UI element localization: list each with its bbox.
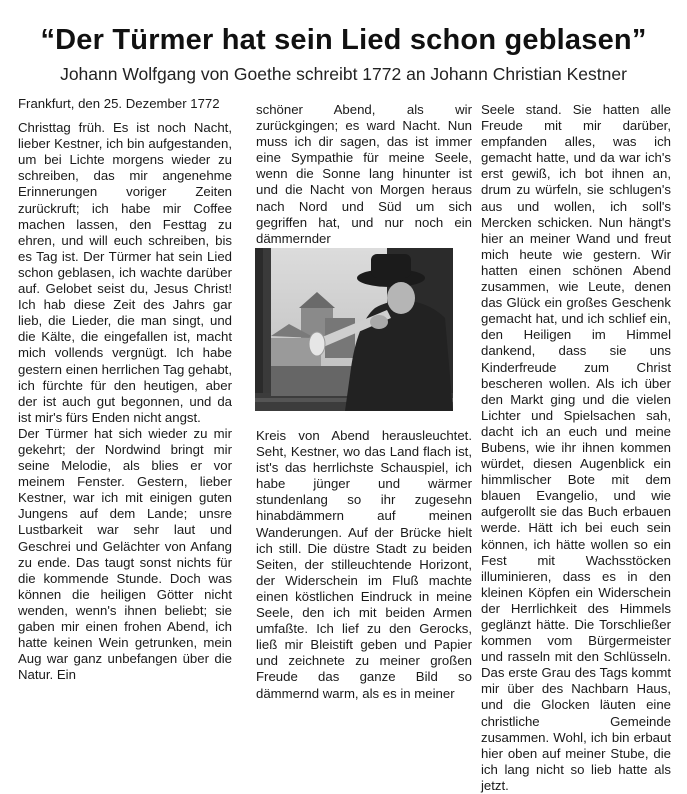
text-column-2-top bbox=[256, 102, 472, 247]
letter-paragraph: Seele stand. Sie hatten alle Freude mit mir darüber, empfanden alles, was ich gemacht hatte, und da war ich's erst gewiß, ich bot ihnen an, drum zu würfeln, sie schlugen's aus und wollen, ich soll's Mercken schicken. Nun hängt's hier an meiner Wand und freut mich heute wie gestern. Wir hatten einen schönen Abend zusammen, wie Leute, denen das Glück ein großes Geschenk gemacht hat, und ich schlief ein, den Heiligen im Himmel dankend, dass sie uns Kinderfreude zum Christ bescheren wollen. Als ich über den Markt ging und die vielen Lichter und Spielsachen sah, dacht ich an euch und meine Bubens, wie ihr ihnen kommen würdet, diesen Augenblick ein himmlischer Bote mit dem blauen Evangelio, und wie aufgerollt sie das Buch erbauen werde. Hätt ich bei euch sein können, ich hätte wollen so ein Fest mit Wachsstöcken illuminieren, dass es in den kleinen Köpfen ein Widerschein der Herrlichkeit des Himmels geglänzt hätte. Die Torschließer kommen vom Bürgermeister und rasseln mit den Schlüsseln. Das erste Grau des Tags kommt mir über des Nachbarn Haus, und die Glocken läuten eine christliche Gemeinde zusammen. Wohl, ich bin erbaut hier oben auf meiner Stube, die ich lang nicht so lieb hatte als jetzt. bbox=[481, 102, 671, 793]
letter-paragraph: schöner Abend, als wir zurückgingen; es ward Nacht. Nun muss ich dir sagen, das ist immer eine Sympathie für meine Seele, wenn die Sonne lang hinunter ist und die Nacht von Morgen heraus nach Nord und Süd um sich gegriffen hat, und nur noch ein dämmernder bbox=[256, 102, 472, 246]
article-title: “Der Türmer hat sein Lied schon geblasen” bbox=[40, 24, 647, 56]
letter-paragraph: Kreis von Abend herausleuchtet. Seht, Kestner, wo das Land flach ist, ist's das herrlichste Schauspiel, ich habe jünger und wärmer stundenlang so ihr zugesehn hinabdämmern auf meinen Wanderungen. Auf der Brücke hielt ich still. Die düstre Stadt zu beiden Seiten, der stilleuchtende Horizont, der Widerschein im Fluß machte einen köstlichen Eindruck in meine Seele, den ich mit beiden Armen umfaßte. Ich lief zu den Gerocks, ließ mir Bleistift geben und Papier und zeichnete zu meiner großen Freude das ganze Bild so dämmernd warm, als es in meiner bbox=[256, 428, 472, 701]
text-column-2-bottom bbox=[256, 428, 472, 702]
trumpeter-photo bbox=[255, 248, 453, 411]
text-column-1 bbox=[18, 96, 232, 683]
text-column-3 bbox=[481, 102, 671, 794]
letter-paragraph: Christtag früh. Es ist noch Nacht, lieber Kestner, ich bin aufgestanden, um bei Lichte morgens wieder zu schreiben, das mir angenehme Erinnerungen voriger Zeiten zurückruft; ich habe mir Coffee machen lassen, den Festtag zu ehren, und will euch schreiben, bis es Tag ist. Der Türmer hat sein Lied schon geblasen, ich wachte darüber auf. Gelobet seist du, Jesus Christ! Ich hab diese Zeit des Jahrs gar lieb, die Lieder, die man singt, und die Kälte, die eingefallen ist, macht mich vollends vergnügt. Ich habe gestern einen herrlichen Tag gehabt, ich fürchte für den heutigen, aber der ist auch gut begonnen, und da ist mir's fürs Enden nicht angst. bbox=[18, 120, 232, 425]
letter-dateline: Frankfurt, den 25. Dezember 1772 bbox=[18, 96, 220, 111]
letter-paragraph: Der Türmer hat sich wieder zu mir gekehrt; der Nordwind bringt mir seine Melodie, als blies er vor meinem Fenster. Gestern, lieber Kestner, war ich mit einigen guten Jungens auf dem Lande; unsre Lustbarkeit war sehr laut und Geschrei und Gelächter von Anfang zu ende. Das taugt sonst nichts für die kommende Stunde. Doch was können die heiligen Götter nicht wenden, wenn's ihnen beliebt; sie gaben mir einen frohen Abend, ich hatte keinen Wein getrunken, mein Aug war ganz unbefangen über die Natur. Ein bbox=[18, 425, 232, 683]
article-subtitle: Johann Wolfgang von Goethe schreibt 1772 an Johann Christian Kestner bbox=[60, 64, 627, 84]
trumpeter-illustration bbox=[255, 248, 453, 411]
